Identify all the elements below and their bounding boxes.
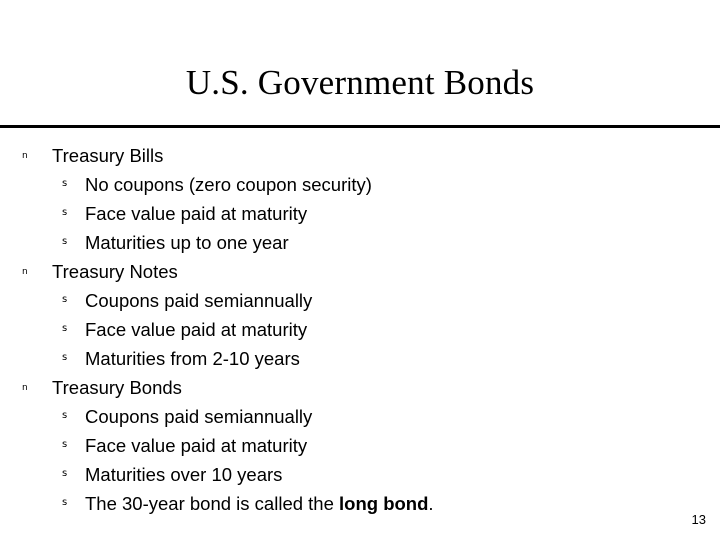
- sub-bullet-marker: s: [62, 294, 68, 305]
- page-number: 13: [691, 512, 706, 527]
- sub-bullet: [0, 287, 720, 316]
- sub-bullet-text: Face value paid at maturity: [85, 203, 308, 224]
- bullet-marker: n: [22, 267, 28, 277]
- sub-bullet: [0, 432, 720, 461]
- bullet-label: Treasury Notes: [52, 261, 178, 282]
- sub-bullet-text: Face value paid at maturity: [85, 319, 308, 340]
- sub-bullet-marker: s: [62, 352, 68, 363]
- title-divider: [0, 125, 720, 128]
- slide-title: U.S. Government Bonds: [185, 63, 535, 102]
- bullet-marker: n: [22, 151, 28, 161]
- sub-bullet-text: Maturities from 2-10 years: [85, 348, 300, 369]
- bullet-label: Treasury Bonds: [52, 377, 182, 398]
- bullet-treasury-bills: [0, 142, 720, 171]
- sub-bullet-text: Face value paid at maturity: [85, 435, 308, 456]
- sub-bullet-text: Coupons paid semiannually: [85, 290, 313, 311]
- sub-bullet: [0, 403, 720, 432]
- bullet-label: Treasury Bills: [52, 145, 164, 166]
- sub-bullet-marker: s: [62, 439, 68, 450]
- long-bond-suffix: .: [428, 493, 434, 514]
- sub-bullet-text: Coupons paid semiannually: [85, 406, 313, 427]
- bullet-marker: n: [22, 383, 28, 393]
- sub-bullet: [0, 461, 720, 490]
- sub-bullet-marker: s: [62, 178, 68, 189]
- sub-bullet-marker: s: [62, 497, 68, 508]
- sub-bullet-text: Maturities over 10 years: [85, 464, 283, 485]
- sub-bullet-marker: s: [62, 207, 68, 218]
- sub-bullet: [0, 229, 720, 258]
- bullet-treasury-notes: [0, 258, 720, 287]
- sub-bullet-long-bond: [0, 490, 720, 519]
- sub-bullet-text: No coupons (zero coupon security): [85, 174, 372, 195]
- sub-bullet-marker: s: [62, 236, 68, 247]
- sub-bullet-text: [85, 492, 434, 516]
- sub-bullet-marker: s: [62, 410, 68, 421]
- sub-bullet-text: Maturities up to one year: [85, 232, 289, 253]
- sub-bullet-marker: s: [62, 468, 68, 479]
- bullet-treasury-bonds: [0, 374, 720, 403]
- sub-bullet: [0, 200, 720, 229]
- long-bond-emphasis: long bond: [339, 493, 429, 514]
- sub-bullet: [0, 345, 720, 374]
- sub-bullet-marker: s: [62, 323, 68, 334]
- long-bond-prefix: The 30-year bond is called the: [85, 493, 340, 514]
- bullet-list: [0, 142, 720, 519]
- sub-bullet: [0, 171, 720, 200]
- sub-bullet: [0, 316, 720, 345]
